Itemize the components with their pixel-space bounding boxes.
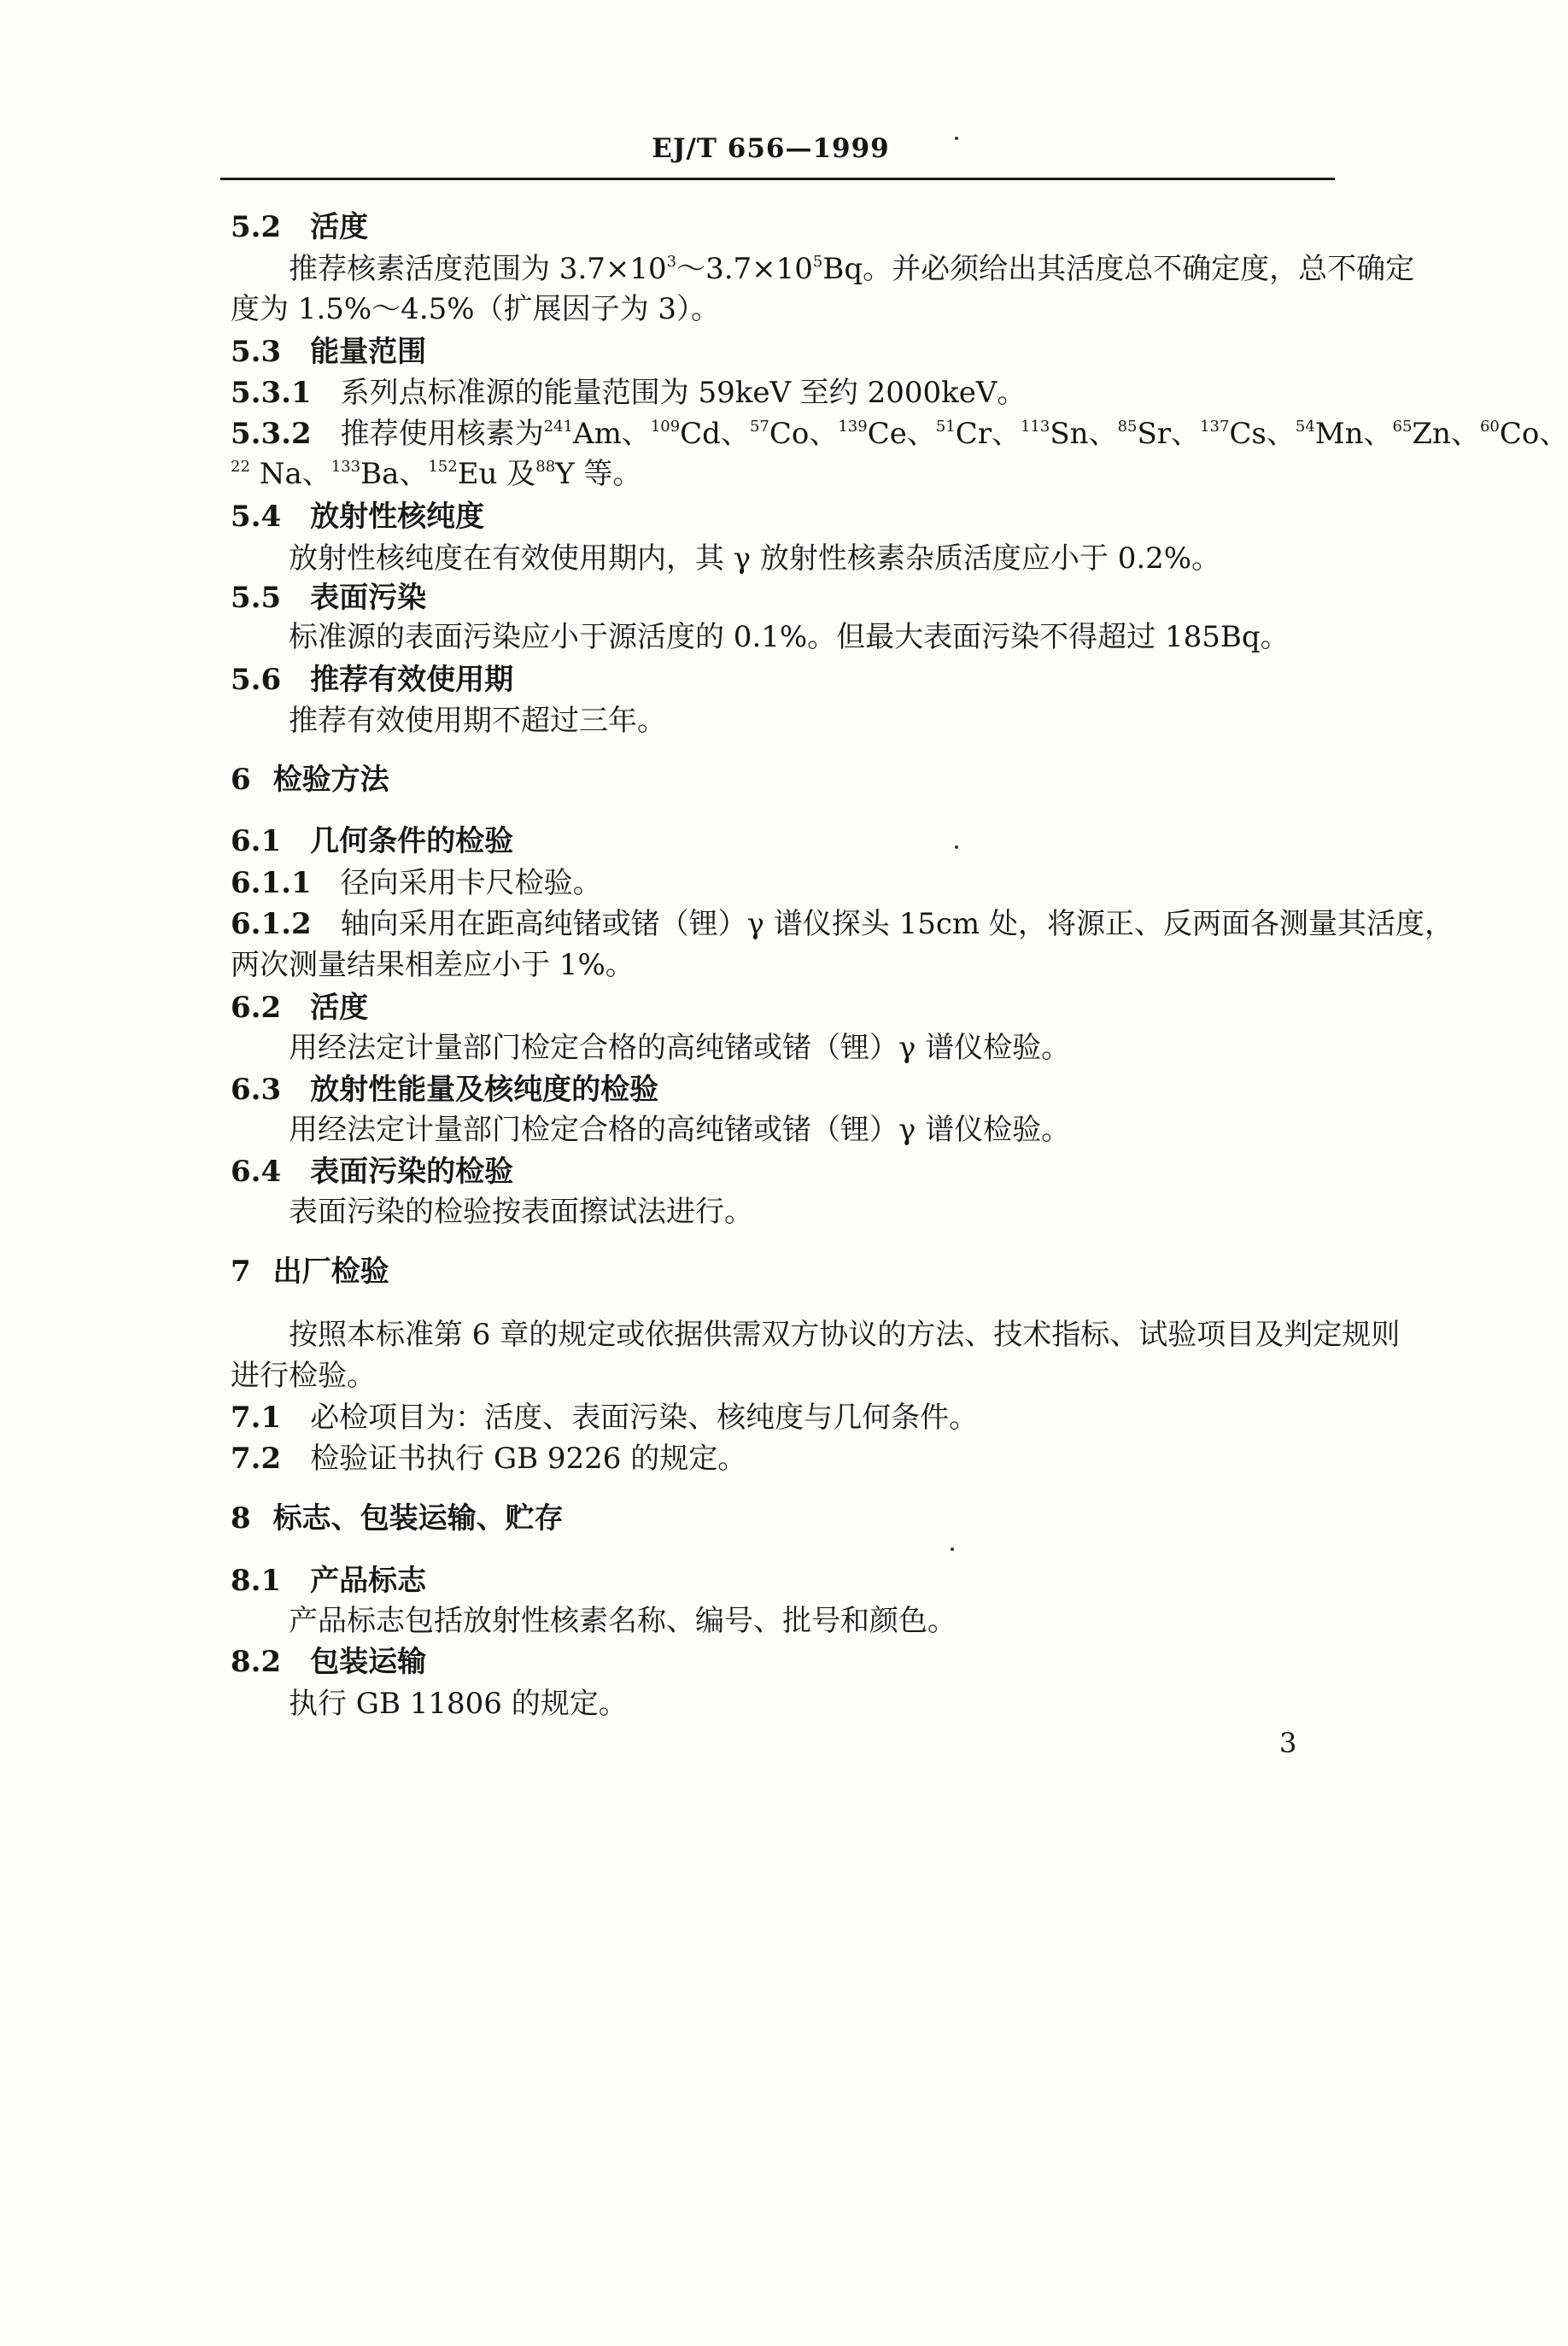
section-heading: 6.4 表面污染的检验 [231,1155,514,1189]
chapter-heading: 6 检验方法 [231,763,389,797]
chapter-heading: 8 标志、包装运输、贮存 [231,1501,564,1536]
paragraph-line: 放射性核纯度在有效使用期内，其 γ 放射性核素杂质活度应小于 0.2%。 [289,541,1221,576]
scan-speck [955,845,958,849]
paragraph-line: 执行 GB 11806 的规定。 [289,1687,628,1721]
scan-speck [955,137,958,140]
section-heading: 6.2 活度 [231,991,369,1025]
clause-line: 两次测量结果相差应小于 1%。 [231,948,635,982]
section-heading: 8.2 包装运输 [231,1645,427,1679]
clause-line: $^{22}$ Na、$^{133}$Ba、$^{152}$Eu 及$^{88}$Y 等。 [231,457,642,491]
paragraph-line: 推荐核素活度范围为 $3.7\times 10^3\sim 3.7\times 10^5Bq$。并必须给出其活度总不确定度，总不确定 [289,252,1415,286]
page-number: 3 [1279,1727,1297,1759]
paragraph-line: 按照本标准第 6 章的规定或依据供需双方协议的方法、技术指标、试验项目及判定规则 [289,1318,1401,1352]
paragraph-line: 用经法定计量部门检定合格的高纯锗或锗（锂）γ 谱仪检验。 [289,1031,1071,1065]
paragraph-line: 用经法定计量部门检定合格的高纯锗或锗（锂）γ 谱仪检验。 [289,1113,1071,1147]
paragraph-line: 度为 1.5%～4.5%（扩展因子为 3）。 [231,292,721,326]
section-heading: 5.5 表面污染 [231,581,427,615]
section-heading: 6.3 放射性能量及核纯度的检验 [231,1073,659,1107]
paragraph-line: 推荐有效使用期不超过三年。 [289,704,666,738]
paragraph-line: 产品标志包括放射性核素名称、编号、批号和颜色。 [289,1604,957,1638]
clause-line: 7.2 检验证书执行 GB 9226 的规定。 [231,1442,747,1476]
clause-line: 6.1.1 径向采用卡尺检验。 [231,866,602,900]
section-heading: 6.1 几何条件的检验 [231,824,514,858]
paragraph-line: 表面污染的检验按表面擦试法进行。 [289,1195,753,1229]
section-heading: 8.1 产品标志 [231,1564,427,1598]
clause-line: 5.3.1 系列点标准源的能量范围为 59keV 至约 2000keV。 [231,376,1027,410]
section-heading: 5.6 推荐有效使用期 [231,663,514,697]
chapter-heading: 7 出厂检验 [231,1255,389,1289]
section-heading: 5.4 放射性核纯度 [231,500,485,534]
paragraph-line: 标准源的表面污染应小于源活度的 0.1%。但最大表面污染不得超过 185Bq。 [289,620,1290,654]
paragraph-line: 进行检验。 [231,1359,376,1393]
clause-line: 7.1 必检项目为：活度、表面污染、核纯度与几何条件。 [231,1401,979,1435]
clause-line: 5.3.2 推荐使用核素为$^{241}$Am、$^{109}$Cd、$^{57}$Co、$^{139}$Ce、$^{51}$Cr、$^{113}$Sn、$^{85}$Sr、$^{137}$Cs、$^{54}$Mn、$^{65}$Zn、$^{60}$Co、 [231,417,1568,451]
running-header: EJ/T 656—1999 [652,133,890,164]
section-heading: 5.2 活度 [231,210,369,244]
scan-speck [951,1547,954,1551]
clause-line: 6.1.2 轴向采用在距高纯锗或锗（锂）γ 谱仪探头 15cm 处，将源正、反两面各测量其活度， [231,907,1454,941]
section-heading: 5.3 能量范围 [231,335,427,369]
header-rule [220,178,1335,180]
